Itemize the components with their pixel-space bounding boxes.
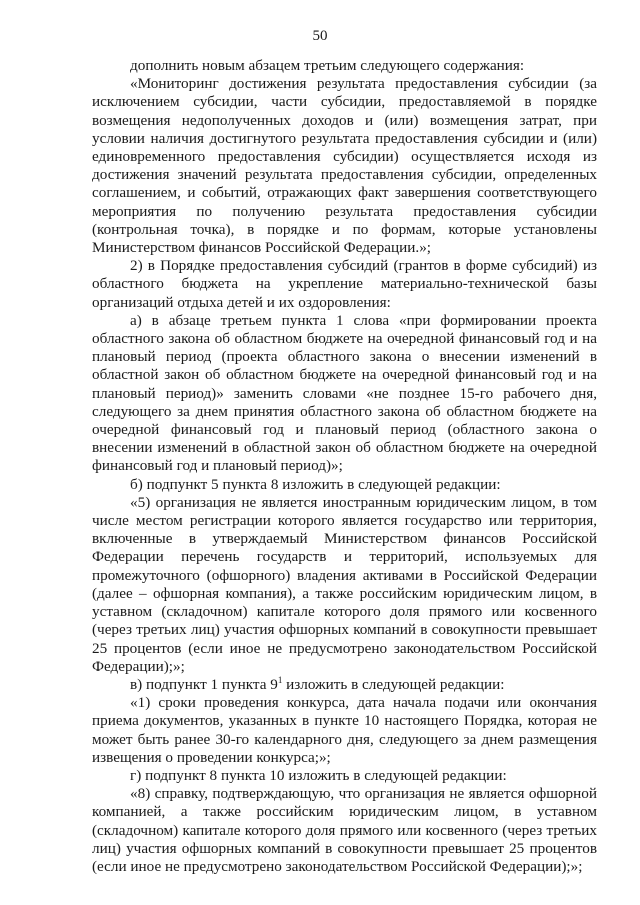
paragraph-item-v-text: в) подпункт 1 пункта 9 [130,675,278,693]
paragraph-monitoring-quote: «Мониторинг достижения результата предоставления субсидии (за исключением субсидии, части субсидии, предоставляемой в порядке возмещения недополученных доходов и (или) возмещения затрат, при условии наличия достигнутого результата предоставления субсидии и (или) единовременного предоставления субсидии) осуществляется исходя из достижения значений результата предоставления субсидии, определенных соглашением, и событий, отражающих факт завершения соответствующего мероприятия по получению результата предоставления субсидии (контрольная точка), в порядке и по формам, которые установлены Министерством финансов Российской Федерации.»; [92,75,597,257]
page-number: 50 [312,28,328,44]
paragraph-item-2: 2) в Порядке предоставления субсидий (грантов в форме субсидий) из областного бюджета на укрепление материально-технической базы организаций отдыха детей и их оздоровления: [92,257,597,311]
paragraph-quote-5: «5) организация не является иностранным юридическим лицом, в том числе местом регистрации которого является государство или территория, включенные в утверждаемый Министерством финансов Российской Федерации перечень государств и территорий, используемых для промежуточного (офшорного) владения активами в Российской Федерации (далее – офшорная компания), а также российским юридическим лицом, в уставном (складочном) капитале которого доля прямого или косвенного (через третьих лиц) участия офшорных компаний в совокупности превышает 25 процентов (если иное не предусмотрено законодательством Российской Федерации);»; [92,493,597,675]
paragraph-item-g: г) подпункт 8 пункта 10 изложить в следующей редакции: [130,766,507,784]
paragraph-item-a: а) в абзаце третьем пункта 1 слова «при формировании проекта областного закона об областном бюджете на очередной финансовый год и на плановый период (проекта областного закона о внесении изменений в областной закон об областном бюджете на очередной финансовый год и на плановый период)» заменить словами «не позднее 15-го рабочего дня, следующего за днем принятия областного закона об областном бюджете на очередной финансовый год и плановый период (областного закона о внесении изменений в областной закон об областном бюджете на очередной финансовый год и плановый период)»; [92,311,597,475]
paragraph-item-v [92,676,597,694]
superscript: 1 [277,674,283,685]
paragraph-item-b: б) подпункт 5 пункта 8 изложить в следующей редакции: [130,475,501,493]
paragraph-intro: дополнить новым абзацем третьим следующего содержания: [130,57,525,74]
document-body [92,57,597,876]
paragraph-quote-1: «1) сроки проведения конкурса, дата начала подачи или окончания приема документов, указанных в пункте 10 настоящего Порядка, которая не может быть ранее 30-го календарного дня, следующего за днем размещения извещения о проведении конкурса;»; [92,694,597,766]
paragraph-item-v-text-rest: изложить в следующей редакции: [282,675,505,693]
paragraph-quote-8: «8) справку, подтверждающую, что организация не является офшорной компанией, а также российским юридическим лицом, в уставном (складочном) капитале которого доля прямого или косвенного (через третьих лиц) участия офшорных компаний в совокупности превышает 25 процентов (если иное не предусмотрено законодательством Российской Федерации);»; [92,785,597,875]
